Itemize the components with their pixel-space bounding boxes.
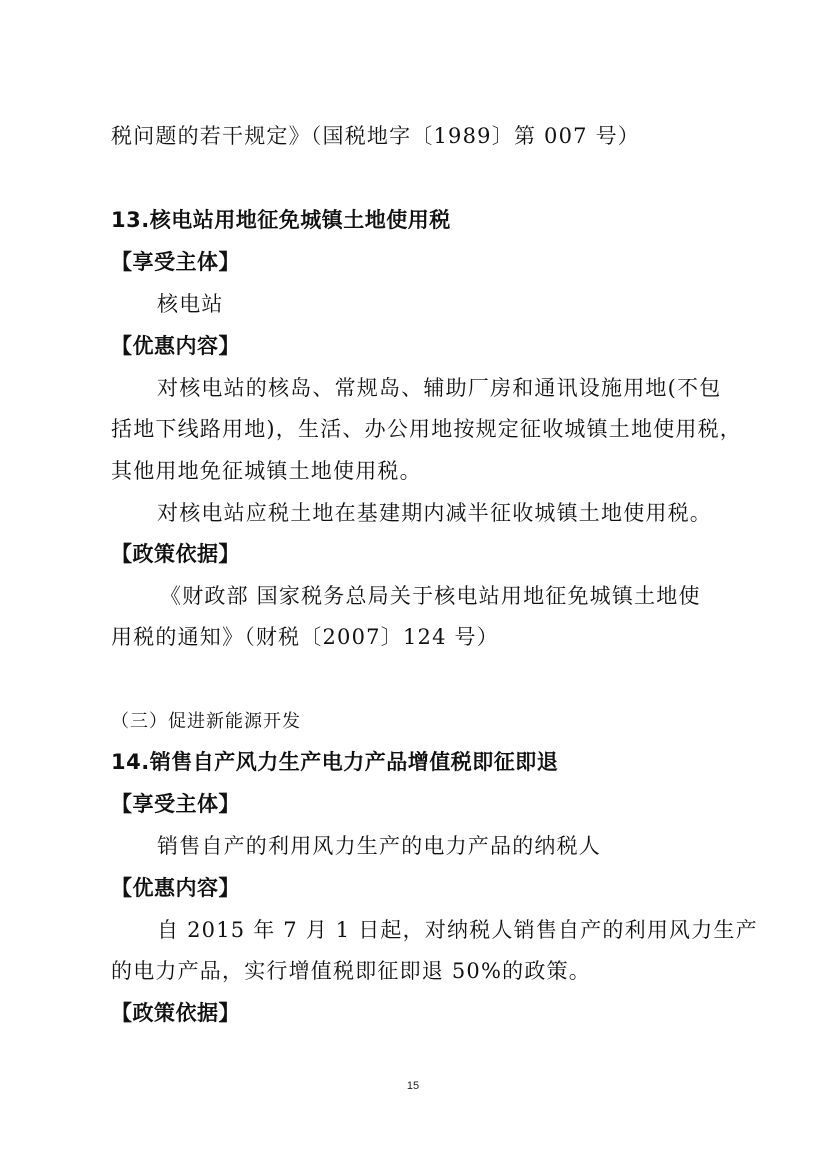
benefit-text-line-4: 对核电站应税土地在基建期内减半征收城镇土地使用税。 — [157, 501, 712, 525]
beneficiary-text: 核电站 — [157, 292, 224, 316]
page-number: 15 — [406, 1080, 420, 1092]
subheading-benefit-content: 【优惠内容】 — [111, 334, 240, 358]
benefit-text-line-2: 的电力产品，实行增值税即征即退 50%的政策。 — [111, 959, 591, 983]
subheading-beneficiary: 【享受主体】 — [111, 250, 240, 274]
benefit-text-line-1: 自 2015 年 7 月 1 日起，对纳税人销售自产的利用风力生产 — [157, 918, 758, 942]
beneficiary-text: 销售自产的利用风力生产的电力产品的纳税人 — [157, 834, 601, 858]
policy-text-line-2: 用税的通知》（财税〔2007〕124 号） — [111, 625, 499, 649]
benefit-text-line-1: 对核电站的核岛、常规岛、辅助厂房和通讯设施用地(不包 — [157, 376, 722, 400]
paragraph-continuation: 税问题的若干规定》（国税地字〔1989〕第 007 号） — [111, 124, 640, 148]
subheading-benefit-content: 【优惠内容】 — [111, 876, 240, 900]
subheading-policy-basis: 【政策依据】 — [111, 1001, 240, 1025]
benefit-text-line-2: 括地下线路用地)，生活、办公用地按规定征收城镇土地使用税， — [111, 417, 742, 441]
subheading-policy-basis: 【政策依据】 — [111, 542, 240, 566]
section-heading-14: 14.销售自产风力生产电力产品增值税即征即退 — [111, 750, 559, 774]
subsection-title: （三）促进新能源开发 — [111, 711, 301, 732]
subheading-beneficiary: 【享受主体】 — [111, 792, 240, 816]
section-heading-13: 13.核电站用地征免城镇土地使用税 — [111, 208, 451, 232]
policy-text-line-1: 《财政部 国家税务总局关于核电站用地征免城镇土地使 — [160, 584, 701, 608]
benefit-text-line-3: 其他用地免征城镇土地使用税。 — [111, 459, 422, 483]
